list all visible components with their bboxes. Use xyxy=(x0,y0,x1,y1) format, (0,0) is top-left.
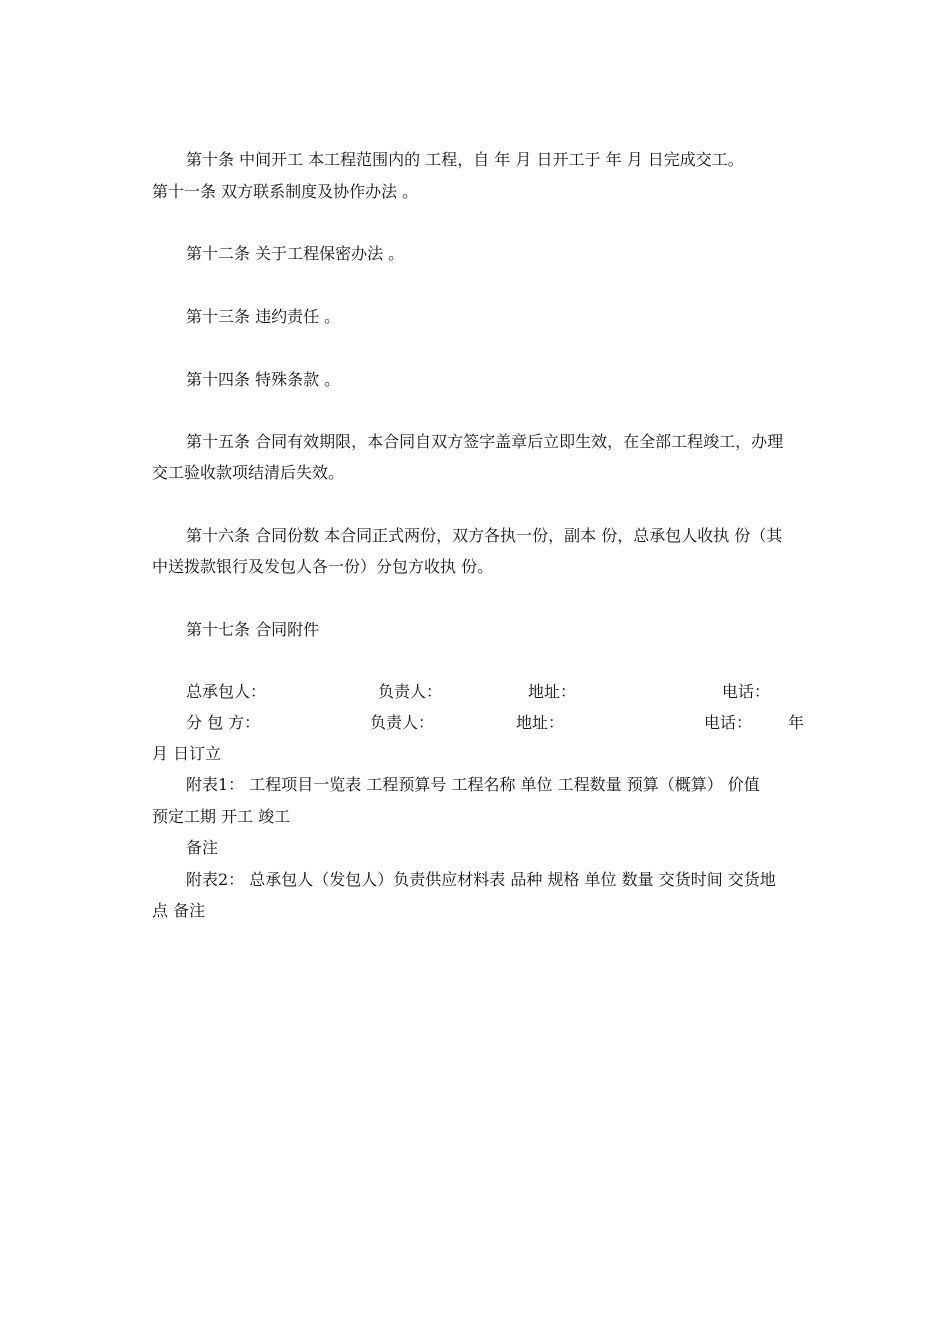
appendix-2-line-1: 附表2： 总承包人（发包人）负责供应材料表 品种 规格 单位 数量 交货时间 交货地 xyxy=(186,870,776,889)
article-16-line-1: 第十六条 合同份数 本合同正式两份，双方各执一份，副本 份，总承包人收执 份（其 xyxy=(186,526,783,545)
signing-date-line: 月 日订立 xyxy=(152,744,222,763)
appendix-1-line-1: 附表1： 工程项目一览表 工程预算号 工程名称 单位 工程数量 预算（概算） 价值 xyxy=(186,775,760,794)
signing-year-label: 年 xyxy=(788,713,805,732)
subcontractor-label: 分 包 方： xyxy=(186,713,261,732)
general-contractor-phone-label: 电话： xyxy=(722,682,771,701)
subcontractor-person-label: 负责人： xyxy=(370,713,435,732)
article-17: 第十七条 合同附件 xyxy=(186,620,320,639)
appendix-2-line-2: 点 备注 xyxy=(152,901,206,920)
article-14: 第十四条 特殊条款 。 xyxy=(186,370,341,389)
article-16-line-2: 中送拨款银行及发包人各一份）分包方收执 份。 xyxy=(152,557,494,576)
article-10: 第十条 中间开工 本工程范围内的 工程，自 年 月 日开工于 年 月 日完成交工。 xyxy=(186,150,744,169)
subcontractor-address-label: 地址： xyxy=(516,713,565,732)
article-15-line-1: 第十五条 合同有效期限，本合同自双方签字盖章后立即生效，在全部工程竣工，办理 xyxy=(186,432,784,451)
article-13: 第十三条 违约责任 。 xyxy=(186,307,341,326)
article-12: 第十二条 关于工程保密办法 。 xyxy=(186,244,405,263)
general-contractor-address-label: 地址： xyxy=(528,682,577,701)
general-contractor-person-label: 负责人： xyxy=(378,682,443,701)
general-contractor-label: 总承包人： xyxy=(186,682,267,701)
appendix-1-line-3: 备注 xyxy=(186,838,219,857)
appendix-1-line-2: 预定工期 开工 竣工 xyxy=(152,807,291,826)
article-11: 第十一条 双方联系制度及协作办法 。 xyxy=(152,182,419,201)
article-15-line-2: 交工验收款项结清后失效。 xyxy=(152,463,345,482)
subcontractor-phone-label: 电话： xyxy=(704,713,753,732)
